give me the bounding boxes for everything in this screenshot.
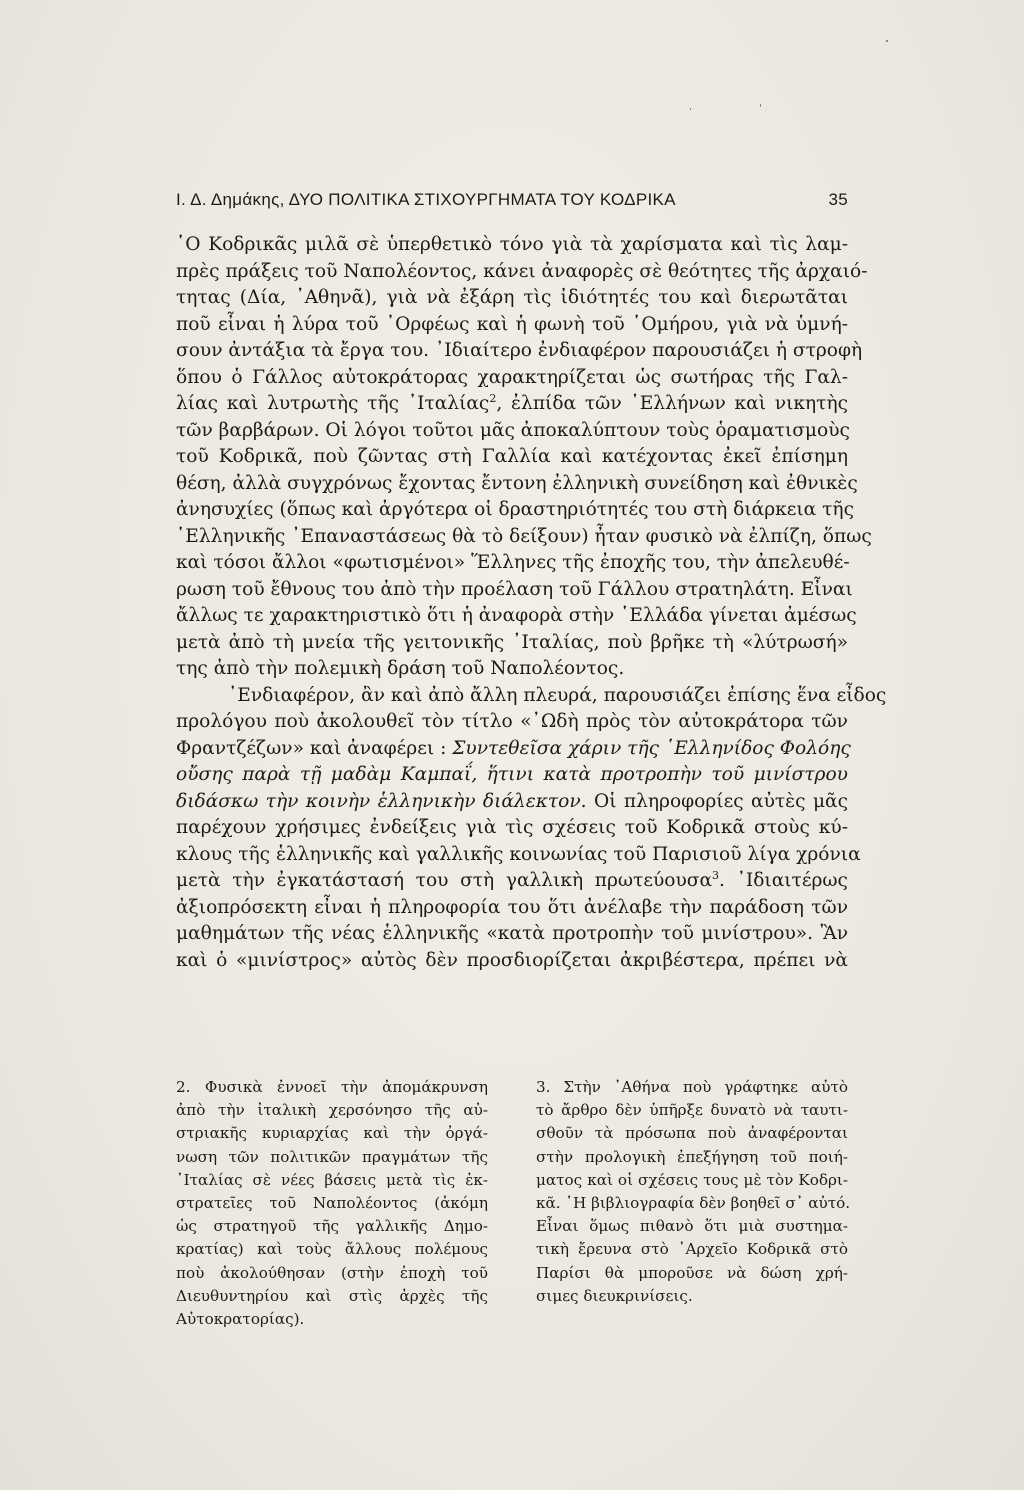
- text-line: θέση, ἀλλὰ συγχρόνως ἔχοντας ἔντονη ἐλληνικὴ συνείδηση καὶ ἐθνικὲς: [176, 472, 858, 494]
- footnote-ref-2: 2: [489, 391, 497, 405]
- text-line: τῶν βαρβάρων. Οἱ λόγοι τοῦτοι μᾶς ἀποκαλύπτουν τοὺς ὁραματισμοὺς: [176, 419, 850, 441]
- text-line: σουν ἀντάξια τὰ ἔργα του. ᾿Ιδιαίτερο ἐνδιαφέρον παρουσιάζει ἡ στροφὴ: [176, 340, 863, 361]
- footnote-ref-3: 3: [712, 868, 720, 882]
- footnote-line: στὴν προλογικὴ ἐπεξήγηση τοῦ ποιή-: [536, 1147, 848, 1166]
- quoted-title: διδάσκω τὴν κοινὴν ἑλληνικὴν διάλεκτον.: [176, 790, 587, 812]
- paragraph-2: [176, 683, 887, 975]
- text-line: μαθημάτων τῆς νέας ἑλληνικῆς «κατὰ προτροπὴν τοῦ μινίστρου». Ἂν: [176, 923, 848, 944]
- main-text: [176, 232, 887, 974]
- footnote-line: στρατεῖες τοῦ Ναπολέοντος (ἀκόμη: [176, 1194, 488, 1213]
- footnote-line: Αὐτοκρατορίας).: [176, 1310, 305, 1329]
- footnote-line: ἀπὸ τὴν ἰταλικὴ χερσόνησο τῆς αὐ-: [176, 1101, 488, 1120]
- text-line: καὶ ὁ «μινίστρος» αὐτὸς δὲν προσδιορίζεται ἀκριβέστερα, πρέπει νὰ: [176, 949, 848, 971]
- footnote-line: ποὺ ἀκολούθησαν (στὴν ἐποχὴ τοῦ: [176, 1263, 488, 1282]
- text-line: [176, 789, 848, 816]
- text-line: [176, 736, 851, 763]
- page-number: 35: [828, 190, 848, 209]
- text-line: κλους τῆς ἑλληνικῆς καὶ γαλλικῆς κοινωνίας τοῦ Παρισιοῦ λίγα χρόνια: [176, 843, 861, 865]
- text-line: ῾Ελληνικῆς ᾿Επαναστάσεως θὰ τὸ δείξουν) ἦταν φυσικὸ νὰ ἐλπίζη, ὅπως: [176, 525, 872, 547]
- footnote-line: νωση τῶν πολιτικῶν πραγμάτων τῆς: [176, 1147, 488, 1166]
- running-header: [176, 190, 848, 210]
- text-line: παρέχουν χρήσιμες ἐνδείξεις γιὰ τὶς σχέσεις τοῦ Κοδρικᾶ στοὺς κύ-: [176, 817, 848, 838]
- quoted-title: Συντεθεῖσα χάριν τῆς ῾Ελληνίδος Φολόης: [452, 737, 851, 759]
- footnote-line: Παρίσι θὰ μποροῦσε νὰ δώση χρή-: [536, 1263, 848, 1282]
- text-line: προλόγου ποὺ ἀκολουθεῖ τὸν τίτλο «᾿Ωδὴ πρὸς τὸν αὐτοκράτορα τῶν: [176, 711, 848, 732]
- text-segment: Οἱ πληροφορίες αὐτὲς μᾶς: [593, 790, 848, 812]
- text-line: [176, 762, 848, 789]
- quoted-title: οὔσης παρὰ τῇ μαδὰμ Καμπαΐ, ἥτινι κατὰ προτροπὴν τοῦ μινίστρου: [176, 764, 848, 785]
- text-line: της ἀπὸ τὴν πολεμικὴ δράση τοῦ Ναπολέοντος.: [176, 658, 625, 679]
- footnote-line: κᾶ. ῾Η βιβλιογραφία δὲν βοηθεῖ σ᾿ αὐτό.: [536, 1194, 851, 1213]
- footnote-line: τὸ ἄρθρο δὲν ὑπῆρξε δυνατὸ νὰ ταυτι-: [536, 1101, 848, 1120]
- footnote-line: 3. Στὴν ᾿Αθήνα ποὺ γράφτηκε αὐτὸ: [536, 1078, 848, 1096]
- text-line: μετὰ ἀπὸ τὴ μνεία τῆς γειτονικῆς ᾿Ιταλίας, ποὺ βρῆκε τὴ «λύτρωσή»: [176, 631, 848, 653]
- text-line: πρὲς πράξεις τοῦ Ναπολέοντος, κάνει ἀναφορὲς σὲ θεότητες τῆς ἀρχαιό-: [176, 260, 868, 282]
- text-line: ἄλλως τε χαρακτηριστικὸ ὅτι ἡ ἀναφορὰ στὴν ῾Ελλάδα γίνεται ἀμέσως: [176, 605, 857, 626]
- text-line: ὅπου ὁ Γάλλος αὐτοκράτορας χαρακτηρίζεται ὡς σωτήρας τῆς Γαλ-: [176, 366, 848, 388]
- text-segment: λίας καὶ λυτρωτὴς τῆς ᾿Ιταλίας: [176, 393, 490, 414]
- paragraph-1: [176, 232, 872, 683]
- text-segment: , ἐλπίδα τῶν ῾Ελλήνων καὶ νικητὴς: [496, 393, 848, 414]
- running-title: Ι. Δ. Δημάκης, ΔΥΟ ΠΟΛΙΤΙΚΑ ΣΤΙΧΟΥΡΓΗΜΑΤΑ ΤΟΥ ΚΟΔΡΙΚΑ: [176, 190, 676, 209]
- text-line: τοῦ Κοδρικᾶ, ποὺ ζῶντας στὴ Γαλλία καὶ κατέχοντας ἐκεῖ ἐπίσημη: [176, 446, 848, 467]
- text-segment: Φραντζέζων» καὶ ἀναφέρει :: [176, 737, 447, 759]
- footnote-line: ὡς στρατηγοῦ τῆς γαλλικῆς Δημο-: [176, 1217, 488, 1236]
- footnotes: [176, 1076, 851, 1331]
- text-line: [176, 868, 848, 895]
- paper-speck: [760, 104, 761, 107]
- footnote-3: [536, 1076, 851, 1331]
- paper-speck: [690, 108, 691, 110]
- text-line: [176, 391, 848, 418]
- text-line: ἀνησυχίες (ὅπως καὶ ἀργότερα οἱ δραστηριότητές του στὴ διάρκεια τῆς: [176, 499, 854, 520]
- footnote-line: σθοῦν τὰ πρόσωπα ποὺ ἀναφέρονται: [536, 1124, 848, 1143]
- footnote-line: κρατίας) καὶ τοὺς ἄλλους πολέμους: [176, 1240, 488, 1259]
- text-line: καὶ τόσοι ἄλλοι «φωτισμένοι» Ἕλληνες τῆς ἐποχῆς του, τὴν ἀπελευθέ-: [176, 552, 850, 573]
- text-segment: μετὰ τὴν ἐγκατάστασή του στὴ γαλλικὴ πρωτεύουσα: [176, 870, 713, 891]
- text-line: ἀξιοπρόσεκτη εἶναι ἡ πληροφορία του ὅτι ἀνέλαβε τὴν παράδοση τῶν: [176, 896, 848, 918]
- footnote-line: στριακῆς κυριαρχίας καὶ τὴν ὀργά-: [176, 1124, 488, 1143]
- text-line: ρωση τοῦ ἔθνους του ἀπὸ τὴν προέλαση τοῦ Γάλλου στρατηλάτη. Εἶναι: [176, 578, 853, 600]
- text-segment: . ᾿Ιδιαιτέρως: [719, 870, 848, 891]
- footnote-line: Εἶναι ὅμως πιθανὸ ὅτι μιὰ συστημα-: [536, 1217, 848, 1236]
- footnote-line: Διευθυντηρίου καὶ στὶς ἀρχὲς τῆς: [176, 1286, 488, 1305]
- text-line: τητας (Δία, ᾿Αθηνᾶ), γιὰ νὰ ἐξάρη τὶς ἰδιότητές του καὶ διερωτᾶται: [176, 287, 848, 308]
- footnote-line: 2. Φυσικὰ ἐννοεῖ τὴν ἀπομάκρυνση: [176, 1078, 488, 1096]
- footnote-line: τικὴ ἔρευνα στὸ ᾿Αρχεῖο Κοδρικᾶ στὸ: [536, 1240, 848, 1259]
- paper-speck: [886, 40, 888, 42]
- text-line: ῾Ο Κοδρικᾶς μιλᾶ σὲ ὑπερθετικὸ τόνο γιὰ τὰ χαρίσματα καὶ τὶς λαμ-: [176, 234, 848, 255]
- footnote-line: ματος καὶ οἱ σχέσεις τους μὲ τὸν Κοδρι-: [536, 1170, 848, 1189]
- footnote-line: σιμες διευκρινίσεις.: [536, 1286, 693, 1305]
- footnote-line: ᾿Ιταλίας σὲ νέες βάσεις μετὰ τὶς ἐκ-: [176, 1170, 488, 1189]
- text-line: ποῦ εἶναι ἡ λύρα τοῦ ᾿Ορφέως καὶ ἡ φωνὴ τοῦ ῾Ομήρου, γιὰ νὰ ὑμνή-: [176, 313, 848, 335]
- text-line: ᾿Ενδιαφέρον, ἂν καὶ ἀπὸ ἄλλη πλευρά, παρουσιάζει ἐπίσης ἕνα εἶδος: [228, 684, 887, 706]
- footnote-2: [176, 1076, 488, 1331]
